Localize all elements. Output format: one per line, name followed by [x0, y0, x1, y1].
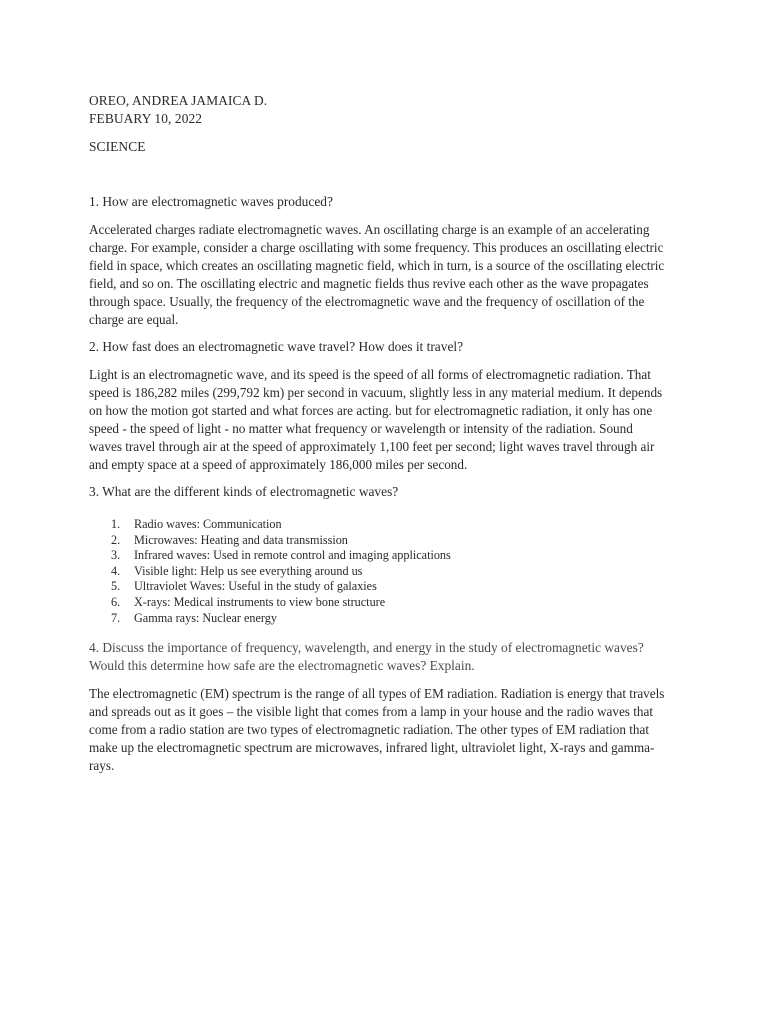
answer-2: Light is an electromagnetic wave, and its speed is the speed of all forms of electromagnetic radiation. That speed is 186,282 miles (299,792 km) per second in vacuum, slightly less in any material medium. It depends on how the motion got started and what forces are acting. but for electromagnetic radiation, it only has one speed - the speed of light - no matter what frequency or wavelength or intensity of the radiation. Sound waves travel through air at the speed of approximately 1,100 feet per second; light waves travel through air and empty space at a speed of approximately 186,000 miles per second. — [89, 367, 663, 472]
question-4: 4. Discuss the importance of frequency, wavelength, and energy in the study of electromagnetic waves? Would this determine how safe are the electromagnetic waves? Explain. — [89, 640, 644, 674]
list-item — [89, 517, 669, 533]
answer-1: Accelerated charges radiate electromagnetic waves. An oscillating charge is an example of an accelerating charge. For example, consider a charge oscillating with some frequency. This produces an oscillating electric field in space, which creates an oscillating magnetic field, which in turn, is a source of the oscillating electric field, and so on. The oscillating electric and magnetic fields thus revive each other as the wave propagates through space. Usually, the frequency of the electromagnetic wave and the frequency of oscillation of the charge are equal. — [89, 222, 665, 327]
document-date: FEBUARY 10, 2022 — [89, 111, 203, 126]
list-item — [89, 548, 669, 564]
list-item-number: 3. — [111, 548, 121, 563]
list-item-number: 2. — [111, 532, 121, 547]
list-item-number: 4. — [111, 563, 121, 578]
document-page — [89, 92, 669, 775]
student-name: OREO, ANDREA JAMAICA D. — [89, 93, 268, 108]
list-item — [89, 564, 669, 580]
list-item — [89, 579, 669, 595]
question-2: 2. How fast does an electromagnetic wave travel? How does it travel? — [89, 339, 464, 354]
answer-4: The electromagnetic (EM) spectrum is the range of all types of EM radiation. Radiation is energy that travels and spreads out as it goes – the visible light that comes from a lamp in your house and the radio waves that come from a radio station are two types of electromagnetic radiation. The other types of EM radiation that make up the electromagnetic spectrum are microwaves, infrared light, ultraviolet light, X-rays and gamma-rays. — [89, 686, 665, 774]
list-item — [89, 533, 669, 549]
list-item-text: Radio waves: Communication — [134, 517, 282, 531]
list-item-number: 1. — [111, 517, 121, 531]
list-item-text: Ultraviolet Waves: Useful in the study of galaxies — [134, 579, 377, 594]
list-item-number: 5. — [111, 579, 121, 594]
list-item — [89, 595, 669, 611]
subject-heading: SCIENCE — [89, 139, 146, 154]
list-item-text: Infrared waves: Used in remote control and imaging applications — [134, 548, 451, 563]
question-1: 1. How are electromagnetic waves produced? — [89, 194, 333, 209]
question-3: 3. What are the different kinds of electromagnetic waves? — [89, 484, 399, 499]
list-item-text: Visible light: Help us see everything around us — [134, 563, 363, 578]
wave-kinds-list — [89, 517, 669, 626]
list-item-text: Microwaves: Heating and data transmission — [134, 532, 348, 547]
list-item-number: 7. — [111, 610, 121, 625]
list-item-number: 6. — [111, 594, 121, 609]
list-item-text: X-rays: Medical instruments to view bone structure — [134, 594, 386, 609]
list-item-text: Gamma rays: Nuclear energy — [134, 610, 277, 625]
list-item — [89, 611, 669, 627]
